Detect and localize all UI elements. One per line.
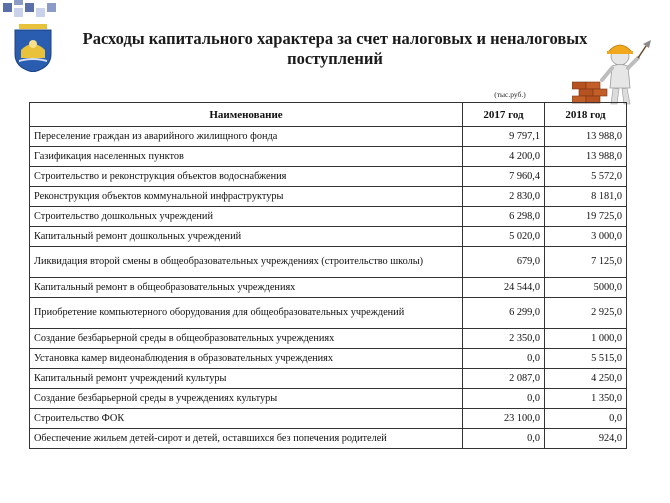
table-row bbox=[30, 187, 627, 207]
row-name: Обеспечение жильем детей-сирот и детей, оставшихся без попечения родителей bbox=[30, 429, 463, 449]
row-2017: 2 087,0 bbox=[463, 369, 545, 389]
table-row bbox=[30, 207, 627, 227]
table-row bbox=[30, 127, 627, 147]
row-name: Реконструкция объектов коммунальной инфраструктуры bbox=[30, 187, 463, 207]
row-name: Создание безбарьерной среды в общеобразовательных учреждениях bbox=[30, 329, 463, 349]
row-name: Приобретение компьютерного оборудования для общеобразовательных учреждений bbox=[30, 298, 463, 329]
table-row bbox=[30, 247, 627, 278]
table-row bbox=[30, 167, 627, 187]
row-2018: 19 725,0 bbox=[545, 207, 627, 227]
row-2017: 4 200,0 bbox=[463, 147, 545, 167]
row-2018: 924,0 bbox=[545, 429, 627, 449]
table-row bbox=[30, 227, 627, 247]
row-2017: 2 350,0 bbox=[463, 329, 545, 349]
row-2018: 5 572,0 bbox=[545, 167, 627, 187]
row-2017: 6 299,0 bbox=[463, 298, 545, 329]
row-2017: 23 100,0 bbox=[463, 409, 545, 429]
table-row bbox=[30, 278, 627, 298]
row-2017: 679,0 bbox=[463, 247, 545, 278]
header-2018: 2018 год bbox=[545, 103, 627, 127]
table-row bbox=[30, 147, 627, 167]
table-row bbox=[30, 389, 627, 409]
row-2017: 24 544,0 bbox=[463, 278, 545, 298]
row-2017: 6 298,0 bbox=[463, 207, 545, 227]
row-2018: 4 250,0 bbox=[545, 369, 627, 389]
row-2018: 3 000,0 bbox=[545, 227, 627, 247]
header-2017: 2017 год bbox=[463, 103, 545, 127]
row-name: Создание безбарьерной среды в учреждениях культуры bbox=[30, 389, 463, 409]
page-title: Расходы капитального характера за счет налоговых и неналоговых поступлений bbox=[82, 29, 588, 68]
table-row bbox=[30, 329, 627, 349]
row-2017: 0,0 bbox=[463, 429, 545, 449]
expenses-table bbox=[29, 102, 627, 449]
row-2017: 2 830,0 bbox=[463, 187, 545, 207]
table-row bbox=[30, 298, 627, 329]
table-row bbox=[30, 429, 627, 449]
unit-note: (тыс.руб.) bbox=[494, 90, 526, 99]
row-2018: 7 125,0 bbox=[545, 247, 627, 278]
row-name: Ликвидация второй смены в общеобразовательных учреждениях (строительство школы) bbox=[30, 247, 463, 278]
row-2018: 8 181,0 bbox=[545, 187, 627, 207]
row-2017: 9 797,1 bbox=[463, 127, 545, 147]
row-name: Переселение граждан из аварийного жилищного фонда bbox=[30, 127, 463, 147]
coat-of-arms-icon bbox=[13, 24, 53, 72]
row-2018: 1 000,0 bbox=[545, 329, 627, 349]
row-name: Капитальный ремонт в общеобразовательных учреждениях bbox=[30, 278, 463, 298]
table-row bbox=[30, 409, 627, 429]
row-2017: 5 020,0 bbox=[463, 227, 545, 247]
row-2018: 5 515,0 bbox=[545, 349, 627, 369]
header-name: Наименование bbox=[30, 103, 463, 127]
row-2017: 0,0 bbox=[463, 349, 545, 369]
row-name: Капитальный ремонт учреждений культуры bbox=[30, 369, 463, 389]
row-2018: 0,0 bbox=[545, 409, 627, 429]
decorative-squares bbox=[0, 0, 62, 24]
row-2017: 0,0 bbox=[463, 389, 545, 409]
row-2018: 13 988,0 bbox=[545, 127, 627, 147]
row-2018: 2 925,0 bbox=[545, 298, 627, 329]
row-name: Установка камер видеонаблюдения в образовательных учреждениях bbox=[30, 349, 463, 369]
row-2018: 13 988,0 bbox=[545, 147, 627, 167]
table-row bbox=[30, 349, 627, 369]
row-2017: 7 960,4 bbox=[463, 167, 545, 187]
row-name: Строительство ФОК bbox=[30, 409, 463, 429]
row-name: Капитальный ремонт дошкольных учреждений bbox=[30, 227, 463, 247]
row-name: Газификация населенных пунктов bbox=[30, 147, 463, 167]
table-row bbox=[30, 369, 627, 389]
row-2018: 5000,0 bbox=[545, 278, 627, 298]
row-name: Строительство и реконструкция объектов водоснабжения bbox=[30, 167, 463, 187]
row-2018: 1 350,0 bbox=[545, 389, 627, 409]
row-name: Строительство дошкольных учреждений bbox=[30, 207, 463, 227]
